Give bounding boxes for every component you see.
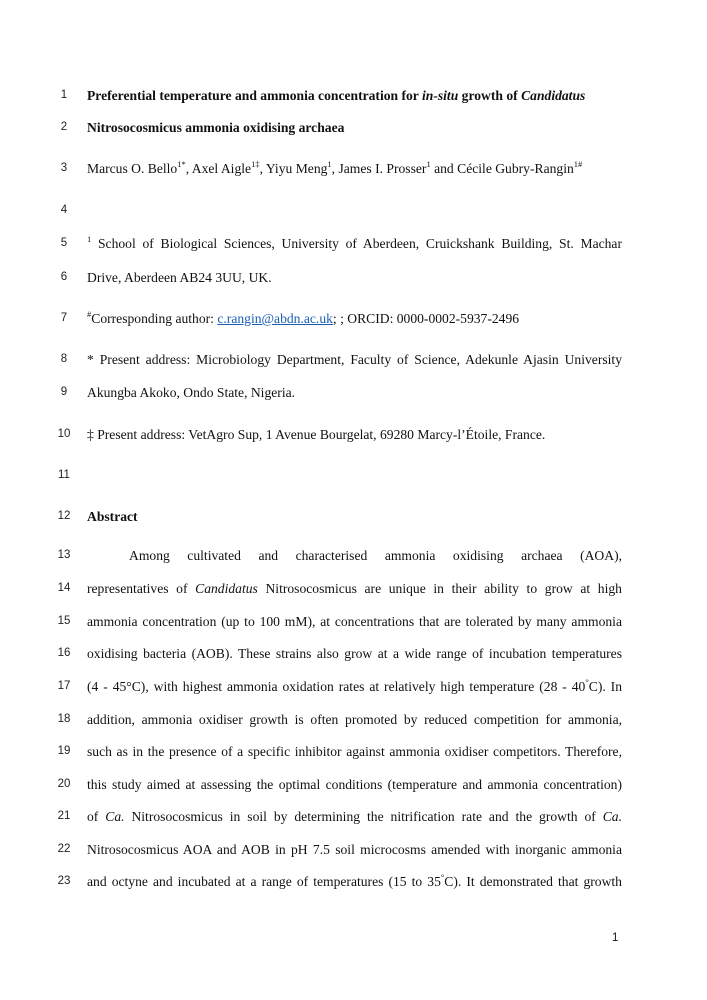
line-number: 6: [60, 271, 68, 283]
corresponding-author: [87, 310, 622, 328]
present-address-2: ‡ Present address: VetAgro Sup, 1 Avenue Bourgelat, 69280 Marcy-l’Étoile, France.: [87, 427, 546, 442]
degree: °: [440, 872, 445, 882]
line-number: 21: [57, 810, 71, 822]
page-number: 1: [612, 932, 619, 944]
abstract-line: [87, 678, 622, 696]
abstract-heading: [87, 508, 622, 526]
abstract-line: addition, ammonia oxidiser growth is often promoted by reduced competition for ammonia,: [87, 712, 622, 727]
line-number: 14: [57, 582, 71, 594]
title-text: growth of: [458, 88, 522, 103]
line-number: 23: [57, 875, 71, 887]
author-affil: 1: [426, 159, 431, 169]
corresponding-marker: #: [87, 309, 92, 319]
abstract-line: oxidising bacteria (AOB). These strains also grow at a wide range of incubation temperatures: [87, 646, 622, 661]
author: James I. Prosser: [338, 161, 427, 176]
line-number: 9: [60, 386, 68, 398]
text: Nitrosocosmicus in soil by determining the nitrification rate and the growth of: [124, 809, 603, 824]
text: representatives of: [87, 581, 196, 596]
line-number: 1: [60, 89, 68, 101]
italic-text: Candidatus: [195, 581, 258, 596]
abstract-line: Among cultivated and characterised ammonia oxidising archaea (AOA),: [129, 548, 622, 563]
abstract-line: [87, 580, 622, 598]
present-address-1-line-2: Akungba Akoko, Ondo State, Nigeria.: [87, 385, 296, 400]
text: and octyne and incubated at a range of temperatures (15 to 35: [87, 874, 441, 889]
abstract-line: Nitrosocosmicus AOA and AOB in pH 7.5 soil microcosms amended with inorganic ammonia: [87, 842, 622, 857]
email-link[interactable]: c.rangin@abdn.ac.uk: [217, 311, 333, 326]
title-text: Preferential temperature and ammonia concentration for: [87, 88, 422, 103]
author: Axel Aigle: [191, 161, 252, 176]
author: Marcus O. Bello: [87, 161, 178, 176]
line-number: 16: [57, 647, 71, 659]
line-number: 2: [60, 121, 68, 133]
line-number: 13: [57, 549, 71, 561]
author: Cécile Gubry-Rangin: [457, 161, 574, 176]
line-number: 15: [57, 615, 71, 627]
line-number: 22: [57, 843, 71, 855]
corresponding-label: Corresponding author:: [91, 311, 218, 326]
affiliation-line-2: Drive, Aberdeen AB24 3UU, UK.: [87, 270, 272, 285]
paper-title-line-1: [87, 87, 622, 105]
abstract-line: ammonia concentration (up to 100 mM), at concentrations that are tolerated by many ammonia: [87, 614, 622, 629]
author: Yiyu Meng: [265, 161, 328, 176]
abstract-line: this study aimed at assessing the optimal conditions (temperature and ammonia concentration): [87, 777, 622, 792]
line-number: 10: [57, 428, 71, 440]
separator: ,: [259, 161, 266, 176]
separator: ,: [331, 161, 339, 176]
affiliation-line-1: [87, 235, 622, 253]
abstract-line: [87, 808, 622, 826]
line-number: 11: [58, 469, 70, 481]
abstract-line: [87, 873, 622, 891]
line-number: 5: [60, 237, 68, 249]
author-affil: 1#: [573, 159, 583, 169]
text: C). It demonstrated that growth: [444, 874, 622, 889]
line-number: 18: [57, 713, 71, 725]
line-number: 7: [60, 312, 68, 324]
line-number: 17: [57, 680, 71, 692]
author-list: [87, 160, 622, 178]
author-affil: 1*: [177, 159, 186, 169]
text: Nitrosocosmicus are unique in their ability to grow at high: [257, 581, 622, 596]
author-affil: 1‡: [251, 159, 260, 169]
text: of: [87, 809, 106, 824]
line-number: 8: [60, 353, 68, 365]
title-italic: in-situ: [422, 88, 459, 103]
text: C). In: [588, 679, 623, 694]
separator: and: [430, 161, 458, 176]
separator: ,: [185, 161, 192, 176]
abstract-line: such as in the presence of a specific inhibitor against ammonia oxidiser competitors. Therefore,: [87, 744, 622, 759]
line-number: 4: [60, 204, 68, 216]
heading-text: Abstract: [87, 509, 138, 524]
title-text: Nitrosocosmicus ammonia oxidising archaea: [87, 120, 345, 135]
present-address-1-line-1: * Present address: Microbiology Department, Faculty of Science, Adekunle Ajasin University: [87, 352, 622, 367]
title-italic: Candidatus: [521, 88, 586, 103]
text: (4 - 45°C), with highest ammonia oxidation rates at relatively high temperature (28 - 40: [87, 679, 586, 694]
italic-text: Ca.: [602, 809, 622, 824]
author-affil: 1: [327, 159, 332, 169]
italic-text: Ca.: [105, 809, 125, 824]
affiliation-text: School of Biological Sciences, University of Aberdeen, Cruickshank Building, St. Machar: [91, 236, 622, 251]
degree: °: [585, 677, 589, 687]
line-number: 3: [60, 162, 68, 174]
affil-marker: 1: [87, 234, 92, 244]
line-number: 12: [57, 510, 71, 522]
line-number: 20: [57, 778, 71, 790]
orcid-text: ; ; ORCID: 0000-0002-5937-2496: [332, 311, 520, 326]
paper-title-line-2: [87, 119, 622, 137]
line-number: 19: [57, 745, 71, 757]
